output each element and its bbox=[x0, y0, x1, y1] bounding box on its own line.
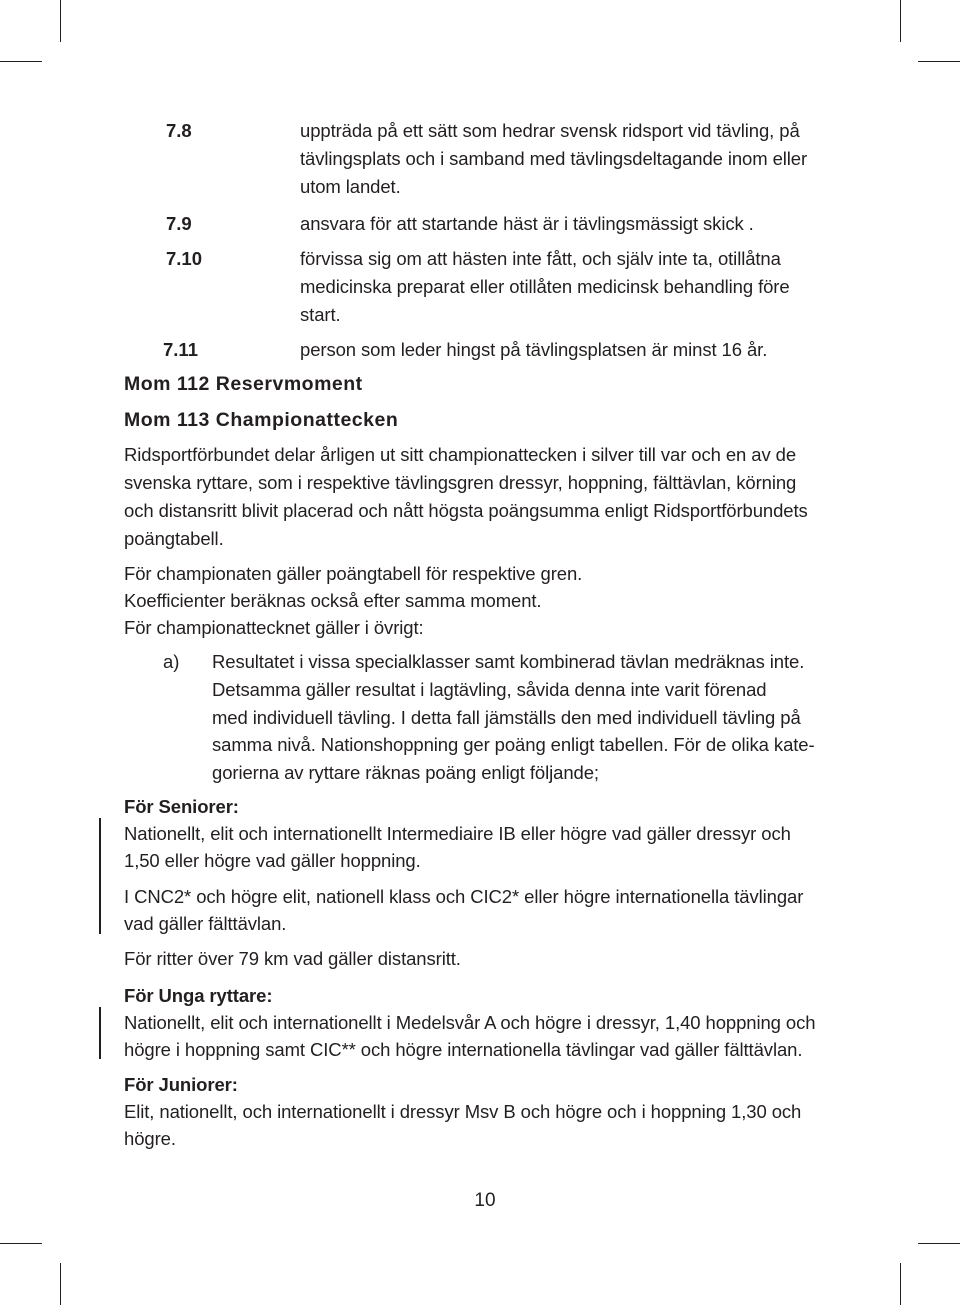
crop-mark-bottom-right-horizontal bbox=[918, 1243, 960, 1244]
unga-p1-line-2: högre i hoppning samt CIC** och högre internationella tävlingar vad gäller fälttävlan. bbox=[124, 1039, 803, 1060]
intro-line-4: poängtabell. bbox=[124, 528, 224, 549]
list-a-line-4: samma nivå. Nationshoppning ger poäng enligt tabellen. För de olika kate- bbox=[212, 734, 815, 755]
intro-line-2: svenska ryttare, som i respektive tävlingsgren dressyr, hoppning, fälttävlan, körning bbox=[124, 472, 797, 493]
item-text-7-8-line-3: utom landet. bbox=[300, 176, 401, 197]
list-a-line-2: Detsamma gäller resultat i lagtävling, såvida denna inte varit förenad bbox=[212, 679, 767, 700]
item-number-7-8: 7.8 bbox=[166, 120, 192, 141]
seniorer-p3: För ritter över 79 km vad gäller distansritt. bbox=[124, 948, 461, 969]
crop-mark-bottom-left-horizontal bbox=[0, 1243, 42, 1244]
item-text-7-10-line-3: start. bbox=[300, 304, 341, 325]
note-line-3: För championattecknet gäller i övrigt: bbox=[124, 617, 424, 638]
list-a-line-5: gorierna av ryttare räknas poäng enligt följande; bbox=[212, 762, 599, 783]
item-text-7-8-line-1: uppträda på ett sätt som hedrar svensk ridsport vid tävling, på bbox=[300, 120, 800, 141]
crop-mark-top-right-vertical bbox=[900, 0, 901, 42]
crop-mark-bottom-right-vertical bbox=[900, 1263, 901, 1305]
heading-juniorer: För Juniorer: bbox=[124, 1074, 238, 1095]
juniorer-p1-line-1: Elit, nationellt, och internationellt i dressyr Msv B och högre och i hoppning 1,30 och bbox=[124, 1101, 802, 1122]
crop-mark-bottom-left-vertical bbox=[60, 1263, 61, 1305]
seniorer-p2-line-2: vad gäller fälttävlan. bbox=[124, 913, 287, 934]
item-text-7-8-line-2: tävlingsplats och i samband med tävlingsdeltagande inom eller bbox=[300, 148, 808, 169]
seniorer-p1-line-2: 1,50 eller högre vad gäller hoppning. bbox=[124, 850, 421, 871]
seniorer-p2-line-1: I CNC2* och högre elit, nationell klass och CIC2* eller högre internationella tävlingar bbox=[124, 886, 804, 907]
crop-mark-top-left-horizontal bbox=[0, 61, 42, 62]
intro-line-3: och distansritt blivit placerad och nått högsta poängsumma enligt Ridsportförbundets bbox=[124, 500, 808, 521]
item-text-7-9-line-1: ansvara för att startande häst är i tävlingsmässigt skick . bbox=[300, 213, 754, 234]
item-number-7-10: 7.10 bbox=[166, 248, 203, 269]
heading-seniorer: För Seniorer: bbox=[124, 796, 239, 817]
unga-p1-line-1: Nationellt, elit och internationellt i Medelsvår A och högre i dressyr, 1,40 hoppning och bbox=[124, 1012, 816, 1033]
section-heading-mom-112: Mom 112 Reservmoment bbox=[124, 373, 363, 395]
seniorer-p1-line-1: Nationellt, elit och internationellt Intermediaire IB eller högre vad gäller dressyr och bbox=[124, 823, 791, 844]
item-number-7-11: 7.11 bbox=[163, 339, 198, 360]
juniorer-p1-line-2: högre. bbox=[124, 1128, 176, 1149]
item-text-7-11-line-1: person som leder hingst på tävlingsplatsen är minst 16 år. bbox=[300, 339, 768, 360]
note-line-1: För championaten gäller poängtabell för respektive gren. bbox=[124, 563, 583, 584]
section-heading-mom-113: Mom 113 Championattecken bbox=[124, 409, 399, 431]
item-text-7-10-line-1: förvissa sig om att hästen inte fått, och själv inte ta, otillåtna bbox=[300, 248, 781, 269]
crop-mark-top-left-vertical bbox=[60, 0, 61, 42]
item-text-7-10-line-2: medicinska preparat eller otillåten medicinsk behandling före bbox=[300, 276, 790, 297]
list-a-line-3: med individuell tävling. I detta fall jämställs den med individuell tävling på bbox=[212, 707, 801, 728]
heading-unga-ryttare: För Unga ryttare: bbox=[124, 985, 273, 1006]
page-number: 10 bbox=[474, 1190, 496, 1211]
list-marker-a: a) bbox=[163, 651, 180, 672]
intro-line-1: Ridsportförbundet delar årligen ut sitt championattecken i silver till var och en av de bbox=[124, 444, 797, 465]
crop-mark-top-right-horizontal bbox=[918, 61, 960, 62]
change-bar-seniorer bbox=[99, 818, 101, 934]
item-number-7-9: 7.9 bbox=[166, 213, 192, 234]
note-line-2: Koefficienter beräknas också efter samma moment. bbox=[124, 590, 542, 611]
list-a-line-1: Resultatet i vissa specialklasser samt kombinerad tävlan medräknas inte. bbox=[212, 651, 805, 672]
change-bar-unga bbox=[99, 1007, 101, 1059]
